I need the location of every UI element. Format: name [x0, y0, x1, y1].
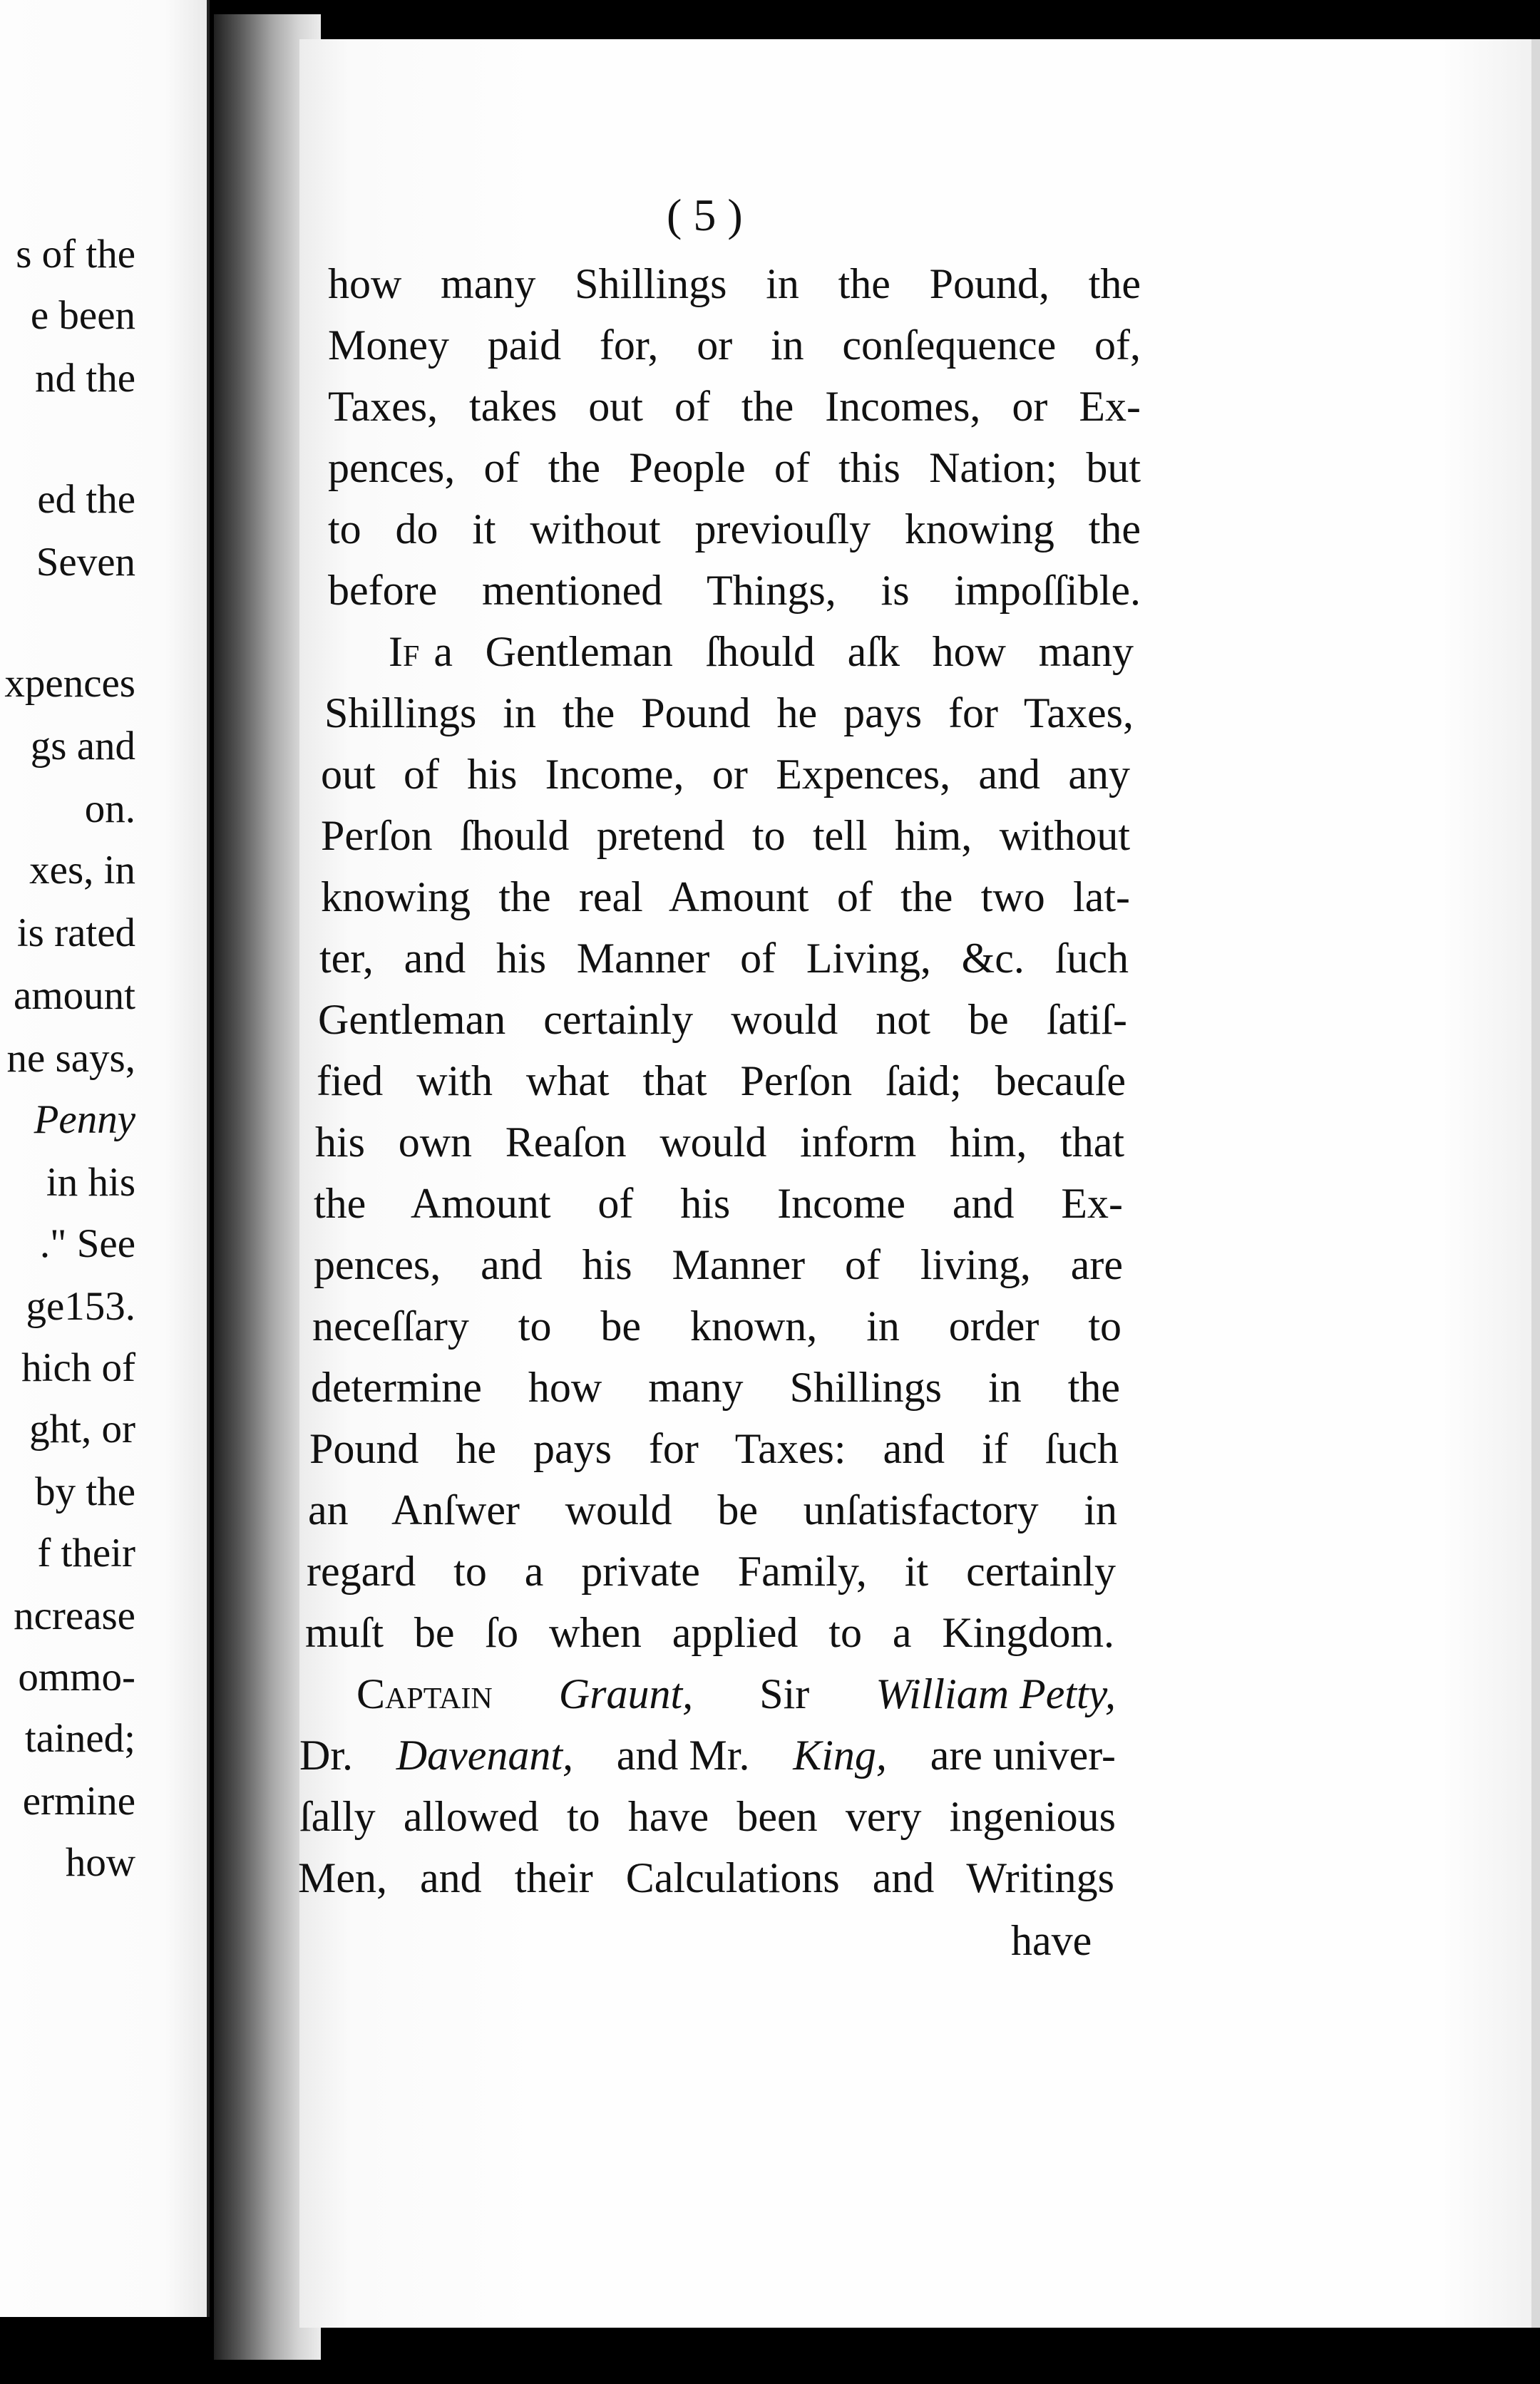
left-line: xes, in: [29, 848, 135, 893]
dr-word: Dr.: [299, 1732, 353, 1779]
text-line: out of his Income, or Expences, and any: [321, 751, 1130, 798]
text-line-names: [356, 1670, 1116, 1717]
left-line: ommo-: [18, 1655, 135, 1700]
text-line-with-drop-caps: [389, 630, 1134, 673]
text-line: Pound he pays for Taxes: and if ſuch: [309, 1425, 1119, 1472]
first-word: If: [389, 628, 420, 675]
text-line: Perſon ſhould pretend to tell him, without: [321, 812, 1130, 859]
text-line: muſt be ſo when applied to a Kingdom.: [305, 1609, 1114, 1656]
left-line: ermine: [22, 1779, 135, 1824]
captain-word: Captain: [356, 1670, 493, 1717]
and-mr-words: and Mr.: [616, 1732, 750, 1779]
left-line: ncrease: [14, 1593, 135, 1638]
text-line: pences, of the People of this Nation; but: [328, 444, 1141, 491]
text-line-names: [299, 1734, 1116, 1777]
name-graunt: Graunt,: [558, 1670, 694, 1717]
text-line: before mentioned Things, is impoſſible.: [328, 567, 1141, 614]
left-line: ge153.: [26, 1284, 135, 1329]
left-line: ed the: [37, 477, 135, 522]
text-line: determine how many Shillings in the: [311, 1364, 1120, 1411]
left-line: hich of: [21, 1345, 135, 1390]
left-line: Seven: [36, 540, 135, 585]
text-line: ſally allowed to have been very ingenious: [299, 1793, 1116, 1840]
text-line: ter, and his Manner of Living, &c. ſuch: [319, 935, 1129, 982]
left-line: tained;: [24, 1716, 135, 1761]
left-line: on.: [84, 786, 135, 831]
sir-word: Sir: [759, 1670, 810, 1717]
left-line: xpences: [4, 661, 135, 706]
text-line: fied with what that Perſon ſaid; becauſe: [317, 1057, 1126, 1104]
left-line: how: [65, 1840, 135, 1885]
left-line: s of the: [16, 232, 135, 277]
left-line: is rated: [16, 910, 135, 955]
left-line: ne says,: [6, 1036, 135, 1081]
left-line: e been: [30, 293, 135, 338]
name-king: King,: [793, 1732, 887, 1779]
left-line: in his: [46, 1160, 135, 1205]
text-line: how many Shillings in the Pound, the: [328, 260, 1141, 307]
left-line: f their: [37, 1531, 135, 1576]
left-line: Penny: [34, 1097, 135, 1142]
text-line: Taxes, takes out of the Incomes, or Ex-: [328, 383, 1141, 430]
left-line: by the: [35, 1469, 135, 1514]
catchword: have: [1011, 1917, 1092, 1964]
first-line-rest: a Gentleman ſhould aſk how many: [433, 628, 1134, 675]
text-line: Money paid for, or in conſequence of,: [328, 322, 1141, 369]
left-line: gs and: [30, 724, 135, 769]
text-line: his own Reaſon would inform him, that: [315, 1119, 1124, 1166]
text-line: Men, and their Calculations and Writings: [298, 1854, 1114, 1901]
left-line: ght, or: [29, 1407, 135, 1452]
text-line: regard to a private Family, it certainly: [307, 1548, 1116, 1595]
text-line: the Amount of his Income and Ex-: [314, 1180, 1123, 1227]
text-line: knowing the real Amount of the two lat-: [321, 873, 1130, 920]
left-line: ." See: [39, 1221, 135, 1266]
text-line: an Anſwer would be unſatisfactory in: [308, 1486, 1117, 1533]
name-davenant: Davenant,: [396, 1732, 574, 1779]
text-line: Shillings in the Pound he pays for Taxes,: [324, 689, 1134, 736]
left-line: nd the: [35, 356, 135, 401]
left-line: amount: [14, 973, 135, 1018]
page-edge: [1531, 39, 1540, 2328]
text-line: neceſſary to be known, in order to: [312, 1303, 1121, 1350]
page-number: ( 5 ): [667, 190, 743, 240]
name-petty: William Petty,: [876, 1670, 1116, 1717]
line-rest: are univer-: [930, 1732, 1116, 1779]
text-line: to do it without previouſly knowing the: [328, 505, 1141, 553]
text-line: pences, and his Manner of living, are: [314, 1241, 1123, 1288]
text-line: Gentleman certainly would not be ſatiſ-: [318, 996, 1127, 1043]
left-page-fragment: [0, 0, 210, 2317]
